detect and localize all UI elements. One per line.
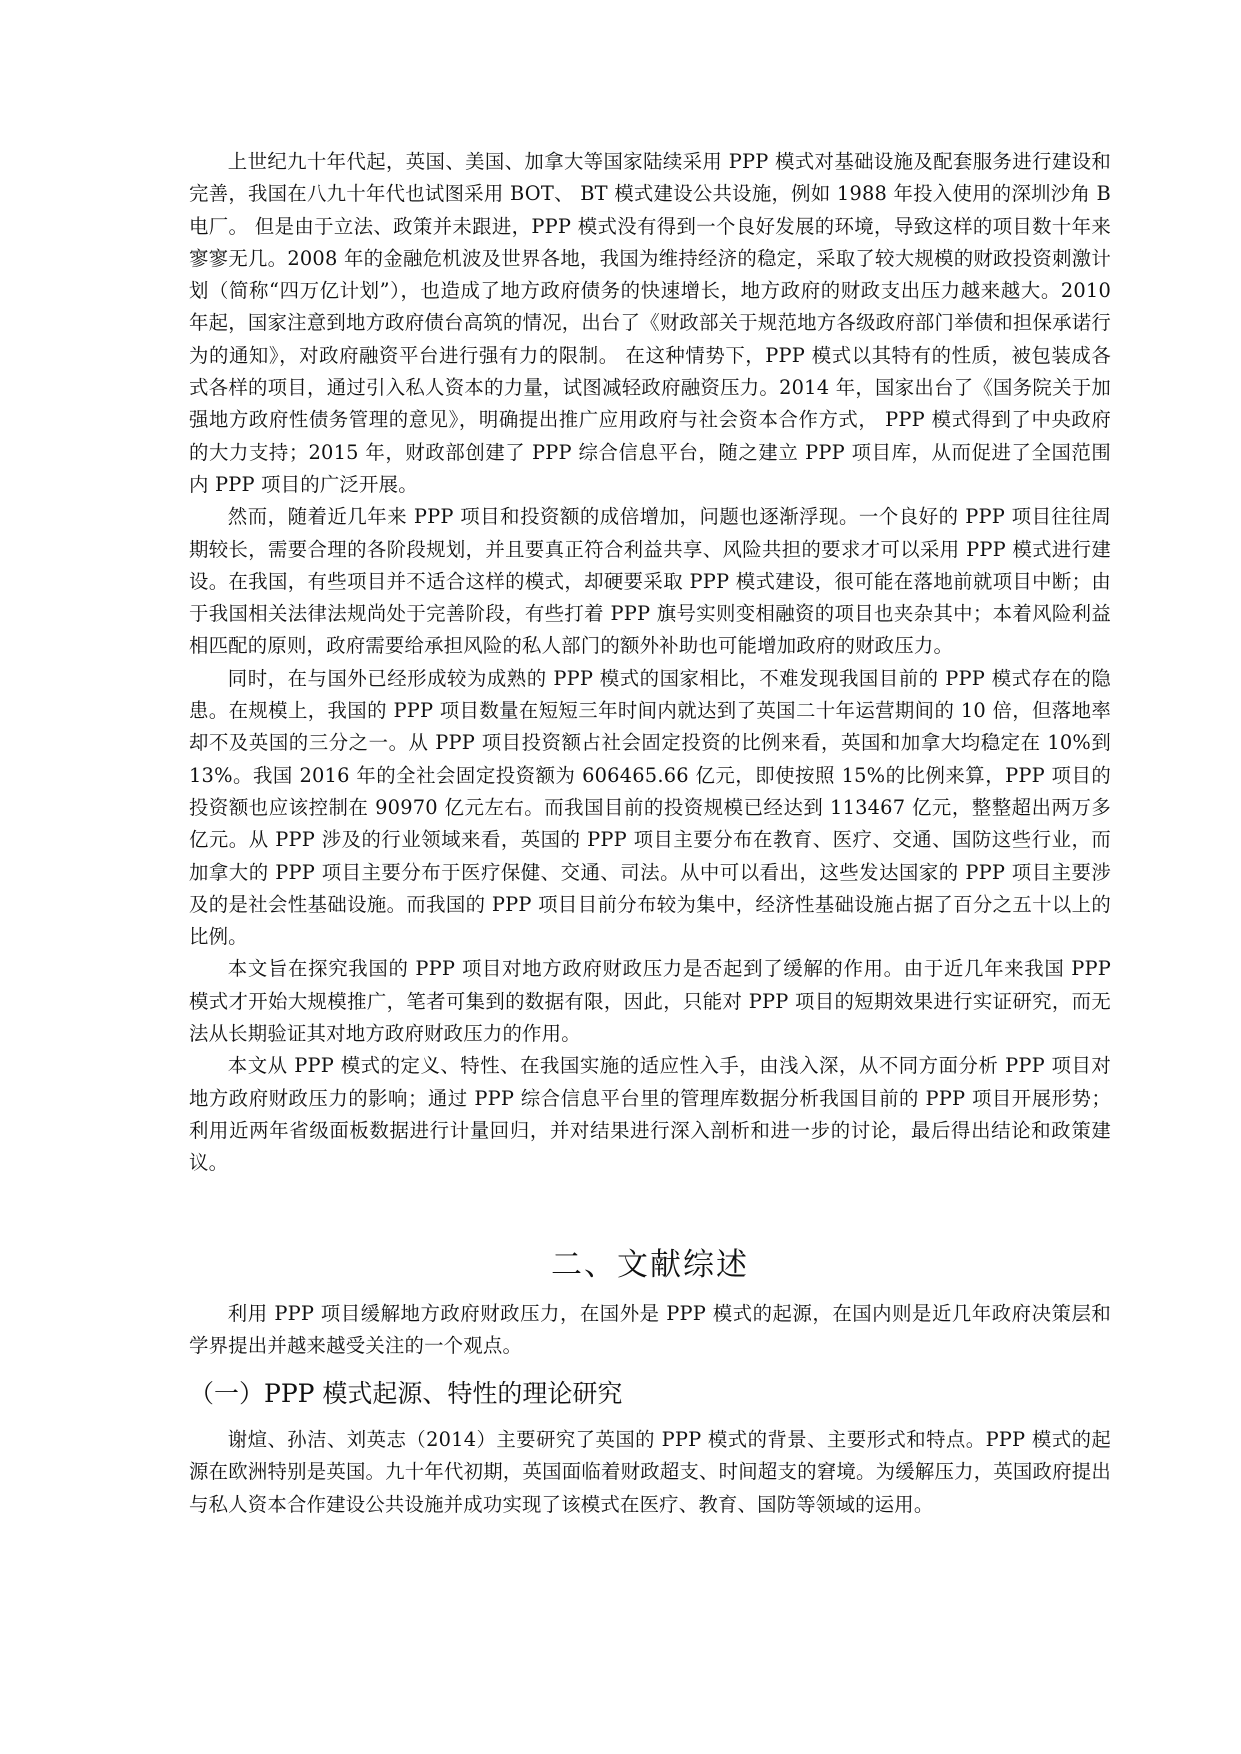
body-paragraph-1: 上世纪九十年代起，英国、美国、加拿大等国家陆续采用 PPP 模式对基础设施及配套服务进行建设和完善，我国在八九十年代也试图采用 BOT、 BT 模式建设公共设施，例如 1988 年投入使用的深圳沙角 B 电厂。 但是由于立法、政策并未跟进，PPP 模式没有得到一个良好发展的环境，导致这样的项目数十年来寥寥无几。2008 年的金融危机波及世界各地，我国为维持经济的稳定，采取了较大规模的财政投资刺激计划（简称“四万亿计划”），也造成了地方政府债务的快速增长，地方政府的财政支出压力越来越大。2010 年起，国家注意到地方政府债台高筑的情况，出台了《财政部关于规范地方各级政府部门举债和担保承诺行为的通知》，对政府融资平台进行强有力的限制。 在这种情势下，PPP 模式以其特有的性质，被包装成各式各样的项目，通过引入私人资本的力量，试图减轻政府融资压力。2014 年，国家出台了《国务院关于加强地方政府性债务管理的意见》，明确提出推广应用政府与社会资本合作方式， PPP 模式得到了中央政府的大力支持；2015 年，财政部创建了 PPP 综合信息平台，随之建立 PPP 项目库，从而促进了全国范围内 PPP 项目的广泛开展。	[189, 150, 1111, 496]
section-heading-literature-review: 二、文献综述	[551, 1246, 749, 1283]
document-page	[189, 146, 1111, 1521]
body-paragraph-4: 本文旨在探究我国的 PPP 项目对地方政府财政压力是否起到了缓解的作用。由于近几年来我国 PPP 模式才开始大规模推广，笔者可集到的数据有限，因此，只能对 PPP 项目的短期效果进行实证研究，而无法从长期验证其对地方政府财政压力的作用。	[189, 957, 1111, 1046]
subsection-paragraph: 谢煊、孙洁、刘英志（2014）主要研究了英国的 PPP 模式的背景、主要形式和特点。PPP 模式的起源在欧洲特别是英国。九十年代初期，英国面临着财政超支、时间超支的窘境。为缓解压力，英国政府提出与私人资本合作建设公共设施并成功实现了该模式在医疗、教育、国防等领域的运用。	[189, 1428, 1111, 1516]
section-intro-paragraph: 利用 PPP 项目缓解地方政府财政压力，在国外是 PPP 模式的起源，在国内则是近几年政府决策层和学界提出并越来越受关注的一个观点。	[189, 1301, 1111, 1357]
body-paragraph-5: 本文从 PPP 模式的定义、特性、在我国实施的适应性入手，由浅入深，从不同方面分析 PPP 项目对地方政府财政压力的影响；通过 PPP 综合信息平台里的管理库数据分析我国目前的 PPP 项目开展形势；利用近两年省级面板数据进行计量回归，并对结果进行深入剖析和进一步的讨论，最后得出结论和政策建议。	[189, 1054, 1111, 1175]
subsection-heading-ppp-origin: （一）PPP 模式起源、特性的理论研究	[189, 1379, 623, 1409]
body-paragraph-3: 同时，在与国外已经形成较为成熟的 PPP 模式的国家相比，不难发现我国目前的 PPP 模式存在的隐患。在规模上，我国的 PPP 项目数量在短短三年时间内就达到了英国二十年运营期间的 10 倍，但落地率却不及英国的三分之一。从 PPP 项目投资额占社会固定投资的比例来看，英国和加拿大均稳定在 10%到 13%。我国 2016 年的全社会固定投资额为 606465.66 亿元，即使按照 15%的比例来算，PPP 项目的投资额也应该控制在 90970 亿元左右。而我国目前的投资规模已经达到 113467 亿元，整整超出两万多亿元。从 PPP 涉及的行业领域来看，英国的 PPP 项目主要分布在教育、医疗、交通、国防这些行业，而加拿大的 PPP 项目主要分布于医疗保健、交通、司法。从中可以看出，这些发达国家的 PPP 项目主要涉及的是社会性基础设施。而我国的 PPP 项目目前分布较为集中，经济性基础设施占据了百分之五十以上的比例。	[189, 666, 1111, 949]
body-paragraph-2: 然而，随着近几年来 PPP 项目和投资额的成倍增加，问题也逐渐浮现。一个良好的 PPP 项目往往周期较长，需要合理的各阶段规划，并且要真正符合利益共享、风险共担的要求才可以采用 PPP 模式进行建设。在我国，有些项目并不适合这样的模式，却硬要采取 PPP 模式建设，很可能在落地前就项目中断；由于我国相关法律法规尚处于完善阶段，有些打着 PPP 旗号实则变相融资的项目也夹杂其中；本着风险利益相匹配的原则，政府需要给承担风险的私人部门的额外补助也可能增加政府的财政压力。	[189, 505, 1111, 658]
